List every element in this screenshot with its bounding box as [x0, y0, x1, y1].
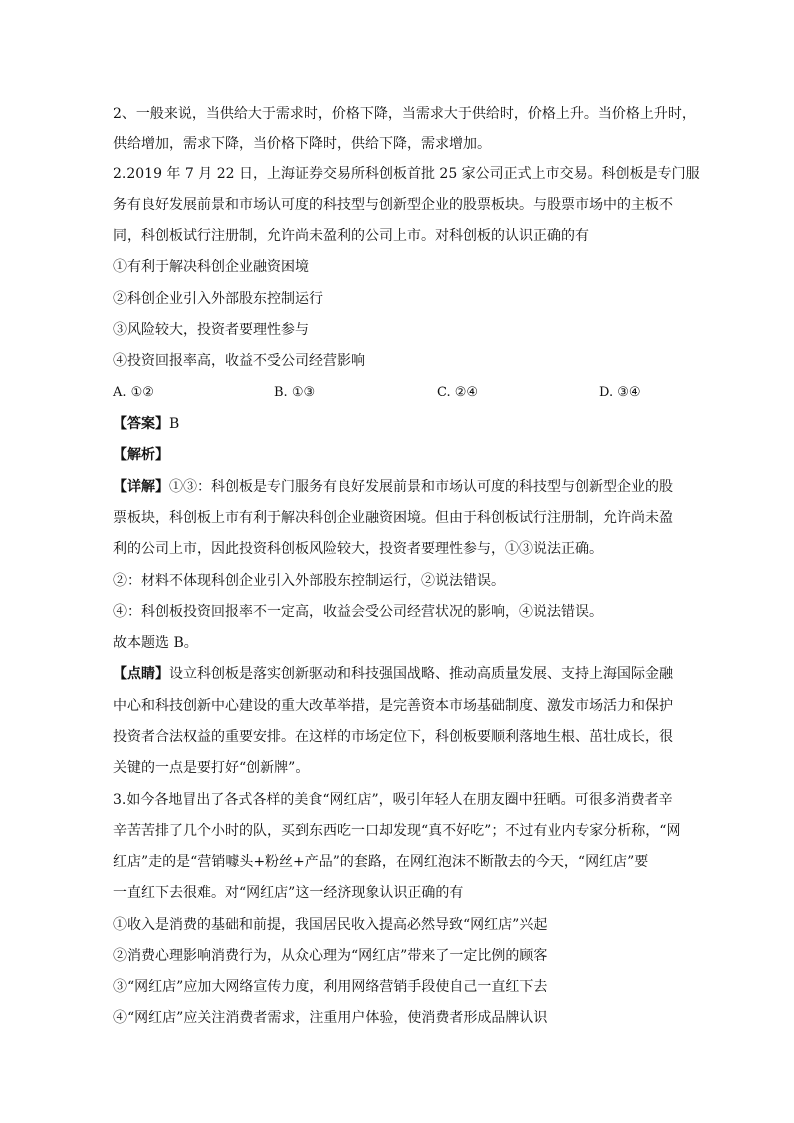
option-c: C. ②④: [437, 385, 479, 400]
detail-label: 【详解】: [113, 479, 169, 495]
detail-text: 票板块，科创板上市有利于解决科创企业融资困境。但由于科创板试行注册制，允许尚未盈: [113, 510, 673, 526]
detail-text: ④：科创板投资回报率不一定高，收益会受公司经营状况的影响，④说法错误。: [113, 604, 603, 620]
option-b: B. ①③: [274, 385, 316, 400]
question-2-stem: 务有良好发展前景和市场认可度的科技型与创新型企业的股票板块。与股票市场中的主板不: [113, 197, 673, 213]
detail-conclusion: 故本题选 B。: [113, 635, 198, 651]
question-2-item: ④投资回报率高，收益不受公司经营影响: [113, 353, 365, 369]
question-2-stem: 同，科创板试行注册制，允许尚未盈利的公司上市。对科创板的认识正确的有: [113, 228, 589, 244]
tip-text: 中心和科技创新中心建设的重大改革举措，是完善资本市场基础制度、激发市场活力和保护: [113, 698, 673, 714]
question-2-item: ①有利于解决科创企业融资困境: [113, 259, 309, 275]
answer-line: [113, 414, 683, 434]
tip-text: 关键的一点是要打好“创新牌”。: [113, 760, 310, 776]
analysis-label: 【解析】: [113, 447, 169, 463]
tip-line: [113, 664, 683, 684]
question-3-stem: 3.如今各地冒出了各式各样的美食“网红店”，吸引年轻人在朋友圈中狂晒。可很多消费者辛: [113, 792, 673, 808]
answer-value: B: [169, 416, 180, 432]
question-3-item: ②消费心理影响消费行为，从众心理为“网红店”带来了一定比例的顾客: [113, 948, 548, 964]
answer-label: 【答案】: [113, 416, 169, 432]
detail-text: ②：材料不体现科创企业引入外部股东控制运行，②说法错误。: [113, 573, 505, 589]
question-3-stem: 红店”走的是“营销噱头+粉丝+产品”的套路，在网红泡沫不断散去的今天，“网红店”要: [113, 854, 649, 870]
question-3-stem: 一直红下去很难。对“网红店”这一经济现象认识正确的有: [113, 885, 464, 901]
text-line: 供给增加，需求下降，当价格下降时，供给下降，需求增加。: [113, 136, 491, 152]
tip-text: 设立科创板是落实创新驱动和科技强国战略、推动高质量发展、支持上海国际金融: [169, 666, 673, 682]
option-a: A. ①②: [113, 385, 154, 400]
question-3-item: ①收入是消费的基础和前提，我国居民收入提高必然导致“网红店”兴起: [113, 917, 548, 933]
tip-text: 投资者合法权益的重要安排。在这样的市场定位下，科创板要顺利落地生根、茁壮成长，很: [113, 729, 673, 745]
question-2-item: ②科创企业引入外部股东控制运行: [113, 291, 323, 307]
detail-text: ①③：科创板是专门服务有良好发展前景和市场认可度的科技型与创新型企业的股: [169, 479, 673, 495]
detail-text: 利的公司上市，因此投资科创板风险较大，投资者要理性参与，①③说法正确。: [113, 541, 603, 557]
question-3-stem: 辛苦苦排了几个小时的队，买到东西吃一口却发现“真不好吃”；不过有业内专家分析称，“网: [113, 823, 681, 839]
text-line: 2、一般来说，当供给大于需求时，价格下降，当需求大于供给时，价格上升。当价格上升时，: [113, 106, 696, 122]
detail-line: [113, 477, 683, 497]
question-3-item: ④“网红店”应关注消费者需求，注重用户体验，使消费者形成品牌认识: [113, 1010, 548, 1026]
question-3-item: ③“网红店”应加大网络宣传力度，利用网络营销手段使自己一直红下去: [113, 979, 548, 995]
question-2-stem: 2.2019 年 7 月 22 日，上海证券交易所科创板首批 25 家公司正式上市交易。科创板是专门服: [113, 166, 700, 182]
tip-label: 【点睛】: [113, 666, 169, 682]
question-2-item: ③风险较大，投资者要理性参与: [113, 322, 309, 338]
option-d: D. ③④: [599, 385, 641, 400]
